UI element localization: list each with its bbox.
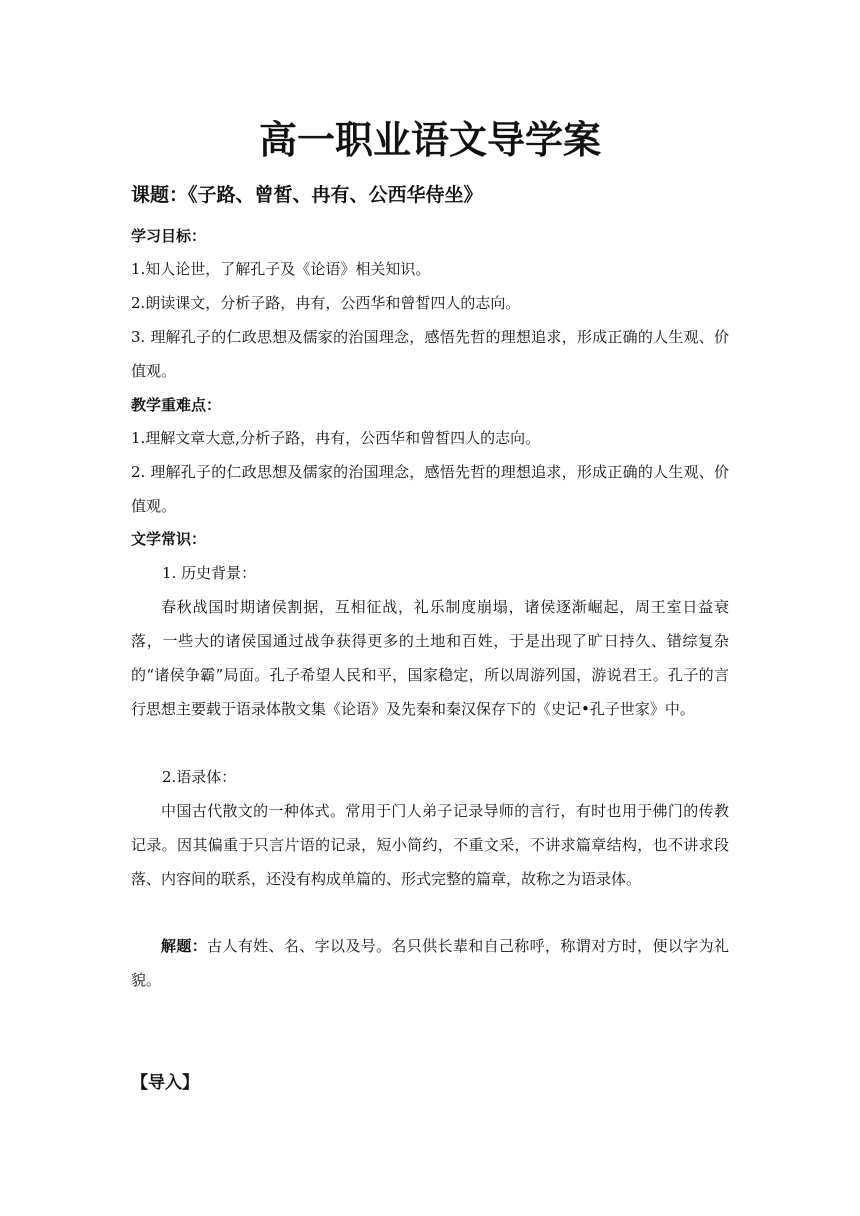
key-points-heading: 教学重难点： (131, 396, 222, 414)
quote-style-label: 2.语录体： (162, 768, 237, 786)
objective-item-1: 1.知人论世，了解孔子及《论语》相关知识。 (131, 260, 431, 278)
explanation-text: 古人有姓、名、字以及号。名只供长辈和自己称呼，称谓对方时，便以字为礼貌。 (131, 937, 729, 989)
lesson-title: 课题：《子路、曾皙、冉有、公西华侍坐》 (131, 184, 483, 206)
background-text: 春秋战国时期诸侯割据，互相征战，礼乐制度崩塌，诸侯逐渐崛起，周王室日益衰落，一些大的诸侯国通过战争获得更多的土地和百姓，于是出现了旷日持久、错综复杂的“诸侯争霸”局面。孔子希望人民和平，国家稳定，所以周游列国，游说君王。孔子的言行思想主要载于语录体散文集《论语》及先秦和秦汉保存下的《史记•孔子世家》中。 (131, 598, 729, 718)
quote-style-text: 中国古代散文的一种体式。常用于门人弟子记录导师的言行，有时也用于佛门的传教记录。因其偏重于只言片语的记录，短小简约，不重文采，不讲求篇章结构，也不讲求段落、内容间的联系，还没有构成单篇的、形式完整的篇章，故称之为语录体。 (131, 802, 729, 888)
literature-heading: 文学常识： (131, 530, 207, 548)
intro-heading: 【导入】 (131, 1073, 199, 1093)
key-point-item-1: 1.理解文章大意,分析子路，冉有，公西华和曾皙四人的志向。 (131, 429, 541, 447)
background-label: 1. 历史背景： (162, 564, 257, 582)
objectives-heading: 学习目标： (131, 227, 207, 245)
title-explanation (131, 929, 729, 997)
objective-item-3: 3. 理解孔子的仁政思想及儒家的治国理念，感悟先哲的理想追求，形成正确的人生观、价值观。 (131, 328, 729, 380)
key-point-item-2: 2. 理解孔子的仁政思想及儒家的治国理念，感悟先哲的理想追求，形成正确的人生观、价值观。 (131, 463, 729, 515)
explanation-label: 解题： (161, 937, 208, 955)
objective-item-2: 2.朗读课文，分析子路，冉有，公西华和曾皙四人的志向。 (131, 294, 521, 312)
page-title: 高一职业语文导学案 (258, 118, 601, 162)
